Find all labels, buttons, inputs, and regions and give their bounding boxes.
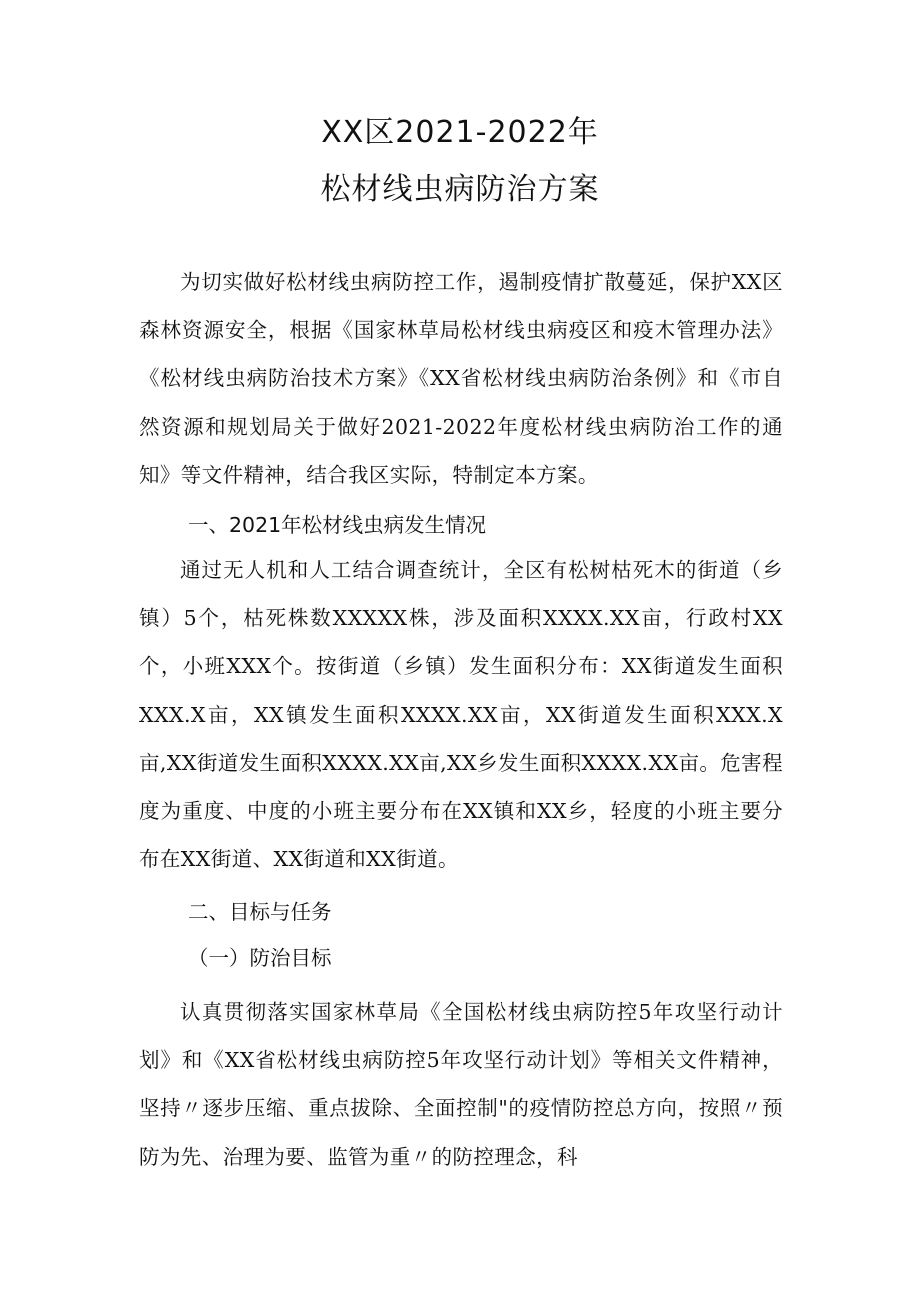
section-2-heading: 二、目标与任务 bbox=[188, 900, 332, 924]
section-2-paragraph: 认真贯彻落实国家林草局《全国松材线虫病防控5年攻坚行动计划》和《XX省松材线虫病防控5年攻坚行动计划》等相关文件精神，坚持〃逐步压缩、重点拔除、全面控制"的疫情防控总方向，按照〃预防为先、治理为要、监管为重〃的防控理念，科 bbox=[139, 1000, 783, 1169]
document-title-line-2: 松材线虫病防治方案 bbox=[320, 172, 600, 207]
section-2-subheading-1: （一）防治目标 bbox=[188, 946, 332, 970]
section-1-heading: 一、2021年松材线虫病发生情况 bbox=[188, 513, 487, 537]
section-1-paragraph: 通过无人机和人工结合调查统计，全区有松树枯死木的街道（乡镇）5个，枯死株数XXXXX株，涉及面积XXXX.XX亩，行政村XX个，小班XXX个。按街道（乡镇）发生面积分布：XX街道发生面积XXX.X亩，XX镇发生面积XXXX.XX亩，XX街道发生面积XXX.X亩,XX街道发生面积XXXX.XX亩,XX乡发生面积XXXX.XX亩。危害程度为重度、中度的小班主要分布在XX镇和XX乡，轻度的小班主要分布在XX街道、XX街道和XX街道。 bbox=[139, 558, 783, 872]
intro-paragraph: 为切实做好松材线虫病防控工作，遏制疫情扩散蔓延，保护XX区森林资源安全，根据《国家林草局松材线虫病疫区和疫木管理办法》《松材线虫病防治技术方案》《XX省松材线虫病防治条例》和《市自然资源和规划局关于做好2021-2022年度松材线虫病防治工作的通知》等文件精神，结合我区实际，特制定本方案。 bbox=[139, 270, 783, 487]
document-title-line-1: XX区2021-2022年 bbox=[321, 115, 599, 150]
